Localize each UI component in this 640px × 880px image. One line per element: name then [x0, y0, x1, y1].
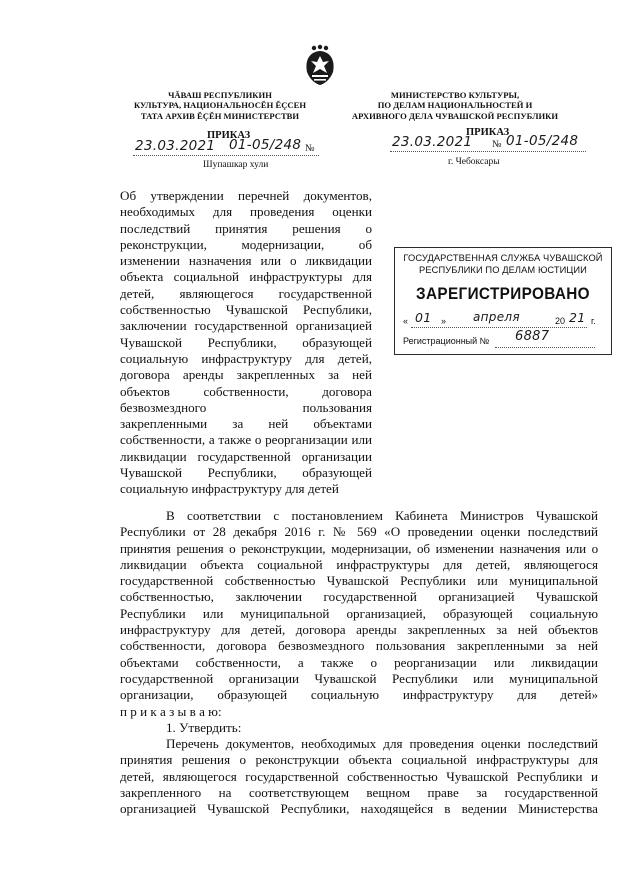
body-paragraph-line: В соответствии с постановлением Кабинета Министров Чувашской — [166, 508, 598, 523]
body-paragraph-line: собственностью, заключении государственной организацией Чувашской — [120, 589, 598, 605]
header-right-line-3: АРХИВНОГО ДЕЛА ЧУВАШСКОЙ РЕСПУБЛИКИ — [351, 110, 559, 121]
subject-line: Чувашской Республики, образующей — [120, 334, 372, 350]
city-left: Шупашкар хули — [203, 160, 269, 170]
stamp-reg-label: Регистрационный № — [403, 336, 490, 346]
header-left-line-1: ЧĂВАШ РЕСПУБЛИКИН — [168, 90, 272, 100]
subject-line: безвозмездного пользования — [120, 399, 372, 415]
subject-line: социальную инфраструктуру для детей — [120, 481, 339, 497]
date-underline-left — [133, 155, 319, 156]
subject-line: Об утверждении перечней документов, — [120, 188, 372, 203]
order-date-number-right — [390, 134, 590, 156]
stamp-org-line-1: ГОСУДАРСТВЕННАЯ СЛУЖБА ЧУВАШСКОЙ — [403, 253, 603, 263]
body-paragraph-line: организации, образующей социальную инфраструктуру для детей» — [120, 687, 598, 703]
body-order-word: п р и к а з ы в а ю: — [120, 703, 222, 719]
body-paragraph-line: принятия решения о реконструкции, модернизации, об изменении назначения или о — [120, 540, 598, 556]
subject-line: Чувашской Республики, образующей — [120, 465, 372, 481]
stamp-date-underline — [411, 327, 587, 328]
body-paragraph-line: собственности, договора безвозмездного пользования закрепленными за ней — [120, 638, 598, 654]
document-subject — [120, 188, 372, 498]
registration-stamp — [394, 247, 612, 355]
header-left-line-3: ТАТА АРХИВ ĔÇĔН МИНИСТЕРСТВИ — [140, 110, 300, 121]
subject-line: последствий принятия решения о — [120, 220, 372, 236]
document-body — [120, 508, 598, 818]
subject-line: детей, являющегося государственной — [120, 285, 372, 301]
stamp-reg-number-handwritten: 6887 — [515, 329, 550, 344]
subject-line: социальную инфраструктуру для детей, — [120, 350, 372, 366]
stamp-reg-row — [403, 329, 603, 350]
subject-line: договора аренды закрепленных за ней — [120, 367, 372, 383]
body-paragraph-line: Республики от 28 декабря 2016 г. № 569 «О проведении оценки последствий — [120, 524, 598, 540]
subject-line: собственностью Чувашской Республики, — [120, 302, 372, 318]
order-title-left: ПРИКАЗ — [207, 130, 251, 141]
subject-line: закрепленными за ней объектами — [120, 416, 372, 432]
stamp-day-handwritten: 01 — [415, 310, 432, 325]
date-underline-right — [390, 151, 586, 152]
subject-line: собственности, а также о реорганизации или — [120, 432, 372, 448]
number-sign-left: № — [305, 143, 315, 154]
order-title-right: ПРИКАЗ — [466, 127, 510, 138]
subject-line: объектов собственности, договора — [120, 383, 372, 399]
stamp-reg-underline — [495, 347, 595, 348]
body-paragraph-line: закрепленного на соответствующем вещном праве за государственной — [120, 785, 598, 801]
subject-line: необходимых для проведения оценки — [120, 204, 372, 220]
subject-line: объекта социальной инфраструктуры для — [120, 269, 372, 285]
date-handwritten-right: 23.03.2021 — [392, 134, 473, 150]
subject-line: реконструкции, модернизации, об — [120, 236, 372, 252]
header-left-line-2: КУЛЬТУРА, НАЦИОНАЛЬНОСĔН ĔÇСЕН — [133, 100, 307, 111]
city-right: г. Чебоксары — [448, 157, 500, 167]
number-sign-right: № — [492, 139, 502, 150]
stamp-registered-title: ЗАРЕГИСТРИРОВАНО — [416, 284, 590, 303]
order-date-number-left — [133, 138, 323, 160]
number-handwritten-right: 01-05/248 — [506, 133, 579, 149]
ministry-header-russian — [340, 90, 570, 121]
stamp-month-handwritten: апреля — [473, 310, 520, 324]
coat-of-arms-emblem — [302, 44, 338, 86]
stamp-year-prefix: 20 — [555, 316, 566, 326]
body-paragraph-line: Перечень документов, необходимых для проведения оценки последствий — [166, 736, 598, 752]
date-handwritten-left: 23.03.2021 — [135, 138, 216, 154]
stamp-close-quote: » — [441, 316, 447, 326]
body-paragraph-line: государственной организации Чувашской Республики или муниципальной — [120, 670, 598, 686]
body-paragraph-line: принятия решения о реконструкции объекта социальной инфраструктуры для — [120, 752, 598, 768]
stamp-year-suffix: г. — [591, 316, 596, 326]
body-item-1: 1. Утвердить: — [166, 719, 242, 735]
body-paragraph-line: инфраструктуру для детей, договора аренды закрепленных за ней объектов — [120, 622, 598, 638]
header-right-line-2: ПО ДЕЛАМ НАЦИОНАЛЬНОСТЕЙ И — [377, 100, 533, 111]
stamp-year-handwritten: 21 — [569, 310, 586, 325]
subject-line: изменении назначения или о ликвидации — [120, 253, 372, 269]
body-paragraph-line: государственной собственностью Чувашской Республики или муниципальной — [120, 573, 598, 589]
stamp-org-line-2: РЕСПУБЛИКИ ПО ДЕЛАМ ЮСТИЦИИ — [419, 264, 587, 275]
stamp-open-quote: « — [403, 316, 409, 326]
body-paragraph-line: объектами собственности, а также о реорганизации или ликвидации — [120, 654, 598, 670]
header-right-line-1: МИНИСТЕРСТВО КУЛЬТУРЫ, — [390, 90, 520, 100]
body-paragraph-line: организацией Чувашской Республики, находящейся в ведении Министерства — [120, 801, 598, 817]
subject-line: ликвидации государственной организации — [120, 448, 372, 464]
ministry-header-chuvash — [120, 90, 320, 121]
body-paragraph-line: ликвидации объекта социальной инфраструктуры для детей, являющегося — [120, 556, 598, 572]
subject-line: заключении государственной организацией — [120, 318, 372, 334]
stamp-date-row — [403, 310, 603, 330]
body-paragraph-line: детей, являющегося государственной собственностью Чувашской Республики и — [120, 768, 598, 784]
body-paragraph-line: Республики или муниципальной организацией, образующей социальную — [120, 605, 598, 621]
number-handwritten-left: 01-05/248 — [229, 137, 302, 153]
